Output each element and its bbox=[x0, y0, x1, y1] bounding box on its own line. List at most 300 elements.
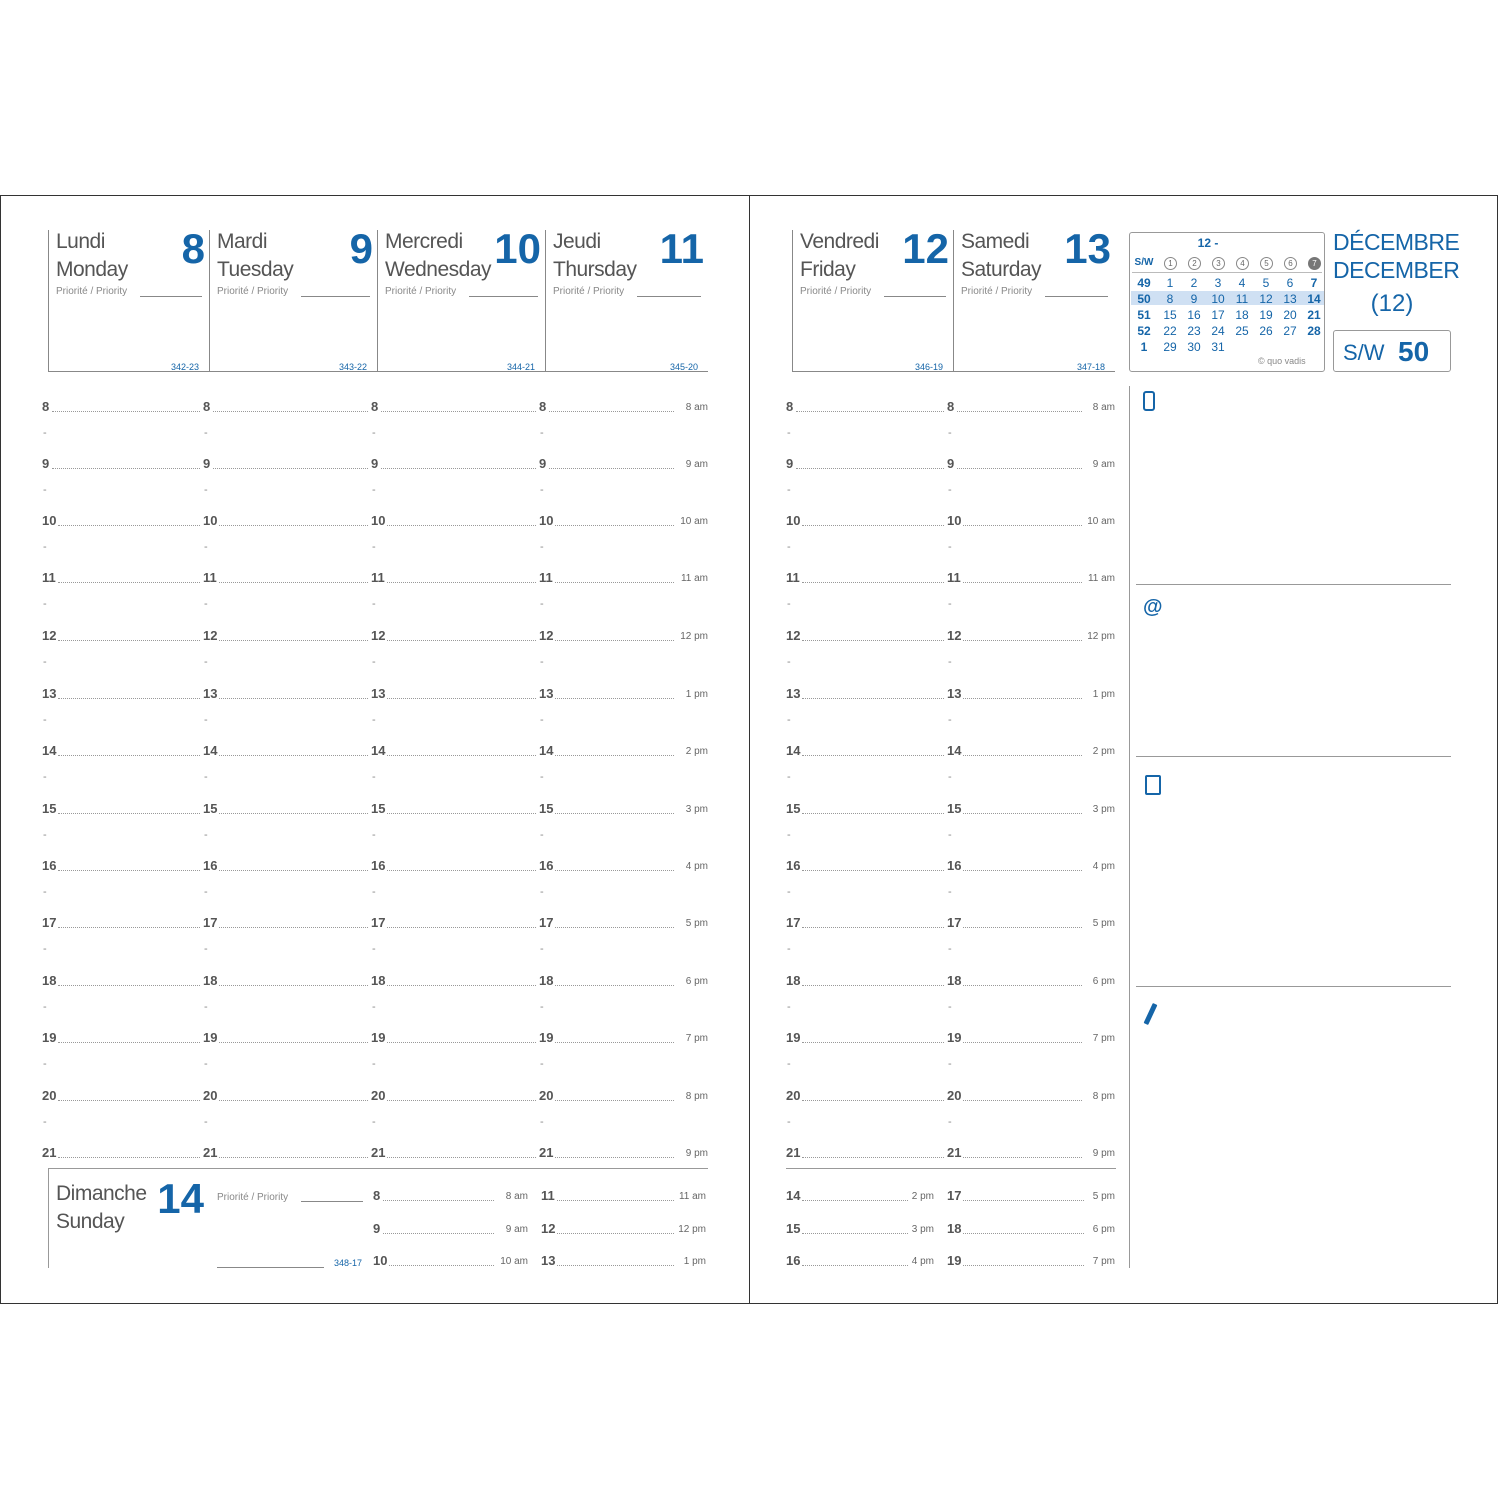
sunday-entry-line[interactable] bbox=[383, 1233, 494, 1234]
half-hour-mark: - bbox=[540, 1058, 544, 1070]
weekday-number-circle: 5 bbox=[1260, 257, 1273, 270]
hour-label: 9 bbox=[42, 456, 50, 471]
hour-entry-line[interactable] bbox=[58, 1042, 200, 1043]
sunday-entry-line[interactable] bbox=[557, 1265, 674, 1266]
saturday-extra-line[interactable] bbox=[963, 1265, 1084, 1266]
half-hour-mark: - bbox=[787, 943, 791, 955]
day-name-en: Friday bbox=[800, 258, 856, 281]
hour-entry-line[interactable] bbox=[387, 525, 536, 526]
hour-label: 15 bbox=[42, 801, 57, 816]
hour-entry-line[interactable] bbox=[802, 582, 944, 583]
saturday-extra-ampm: 7 pm bbox=[1092, 1256, 1115, 1267]
hour-entry-line[interactable] bbox=[802, 525, 944, 526]
hour-entry-line[interactable] bbox=[213, 468, 368, 469]
day-code: 344-21 bbox=[507, 362, 536, 372]
ampm-label: 9 pm bbox=[1092, 1148, 1115, 1159]
friday-extra-ampm: 4 pm bbox=[911, 1256, 934, 1267]
hour-entry-line[interactable] bbox=[58, 813, 200, 814]
half-hour-mark: - bbox=[204, 541, 208, 553]
minical-day: 12 bbox=[1259, 292, 1273, 306]
ampm-label: 3 pm bbox=[685, 804, 708, 815]
sunday-entry-line[interactable] bbox=[389, 1265, 494, 1266]
friday-extra-hour: 15 bbox=[786, 1221, 801, 1236]
hour-entry-line[interactable] bbox=[963, 927, 1082, 928]
hour-label: 12 bbox=[371, 628, 386, 643]
hour-entry-line[interactable] bbox=[219, 1157, 368, 1158]
hour-entry-line[interactable] bbox=[58, 870, 200, 871]
ampm-label: 8 pm bbox=[1092, 1091, 1115, 1102]
hour-label: 16 bbox=[203, 858, 218, 873]
friday-extra-ampm: 2 pm bbox=[911, 1191, 934, 1202]
half-hour-mark: - bbox=[787, 484, 791, 496]
minical-day: 21 bbox=[1307, 308, 1321, 322]
hour-entry-line[interactable] bbox=[555, 1042, 674, 1043]
priority-line[interactable] bbox=[140, 296, 202, 297]
day-name-en: Wednesday bbox=[385, 258, 492, 281]
ampm-label: 1 pm bbox=[1092, 689, 1115, 700]
minical-sw-label: S/W bbox=[1134, 257, 1154, 268]
half-hour-mark: - bbox=[948, 1001, 952, 1013]
hour-entry-line[interactable] bbox=[555, 525, 674, 526]
hour-label: 18 bbox=[371, 973, 386, 988]
hour-entry-line[interactable] bbox=[58, 698, 200, 699]
hour-label: 21 bbox=[42, 1145, 57, 1160]
hour-entry-line[interactable] bbox=[555, 582, 674, 583]
hour-entry-line[interactable] bbox=[802, 755, 944, 756]
minical-day: 29 bbox=[1163, 340, 1177, 354]
sunday-hour: 12 bbox=[541, 1221, 556, 1236]
friday-extra-line[interactable] bbox=[802, 1233, 908, 1234]
sunday-code: 348-17 bbox=[334, 1258, 363, 1268]
hour-entry-line[interactable] bbox=[963, 1157, 1082, 1158]
hour-entry-line[interactable] bbox=[58, 1100, 200, 1101]
half-hour-mark: - bbox=[43, 771, 47, 783]
hour-label: 16 bbox=[786, 858, 801, 873]
ampm-label: 6 pm bbox=[1092, 976, 1115, 987]
half-hour-mark: - bbox=[43, 656, 47, 668]
hour-entry-line[interactable] bbox=[802, 870, 944, 871]
sunday-name-en: Sunday bbox=[56, 1210, 125, 1233]
hour-label: 18 bbox=[42, 973, 57, 988]
sunday-extra-line[interactable] bbox=[217, 1267, 324, 1268]
hour-entry-line[interactable] bbox=[387, 698, 536, 699]
hour-label: 20 bbox=[947, 1088, 962, 1103]
day-name-fr: Jeudi bbox=[553, 230, 601, 253]
hour-label: 19 bbox=[539, 1030, 554, 1045]
hour-entry-line[interactable] bbox=[802, 640, 944, 641]
minical-day: 19 bbox=[1259, 308, 1273, 322]
half-hour-mark: - bbox=[43, 1116, 47, 1128]
day-name-en: Saturday bbox=[961, 258, 1042, 281]
hour-entry-line[interactable] bbox=[219, 582, 368, 583]
minical-day: 23 bbox=[1187, 324, 1201, 338]
priority-line[interactable] bbox=[301, 296, 370, 297]
hour-label: 18 bbox=[539, 973, 554, 988]
minical-week-number: 50 bbox=[1137, 292, 1151, 306]
hour-label: 17 bbox=[539, 915, 554, 930]
hour-entry-line[interactable] bbox=[963, 698, 1082, 699]
hour-label: 19 bbox=[42, 1030, 57, 1045]
hour-label: 20 bbox=[371, 1088, 386, 1103]
hour-entry-line[interactable] bbox=[963, 525, 1082, 526]
hour-label: 15 bbox=[947, 801, 962, 816]
hour-entry-line[interactable] bbox=[52, 468, 200, 469]
hour-label: 21 bbox=[947, 1145, 962, 1160]
hour-entry-line[interactable] bbox=[963, 1042, 1082, 1043]
hour-label: 16 bbox=[947, 858, 962, 873]
minical-week-number: 51 bbox=[1137, 308, 1151, 322]
hour-entry-line[interactable] bbox=[219, 985, 368, 986]
half-hour-mark: - bbox=[43, 829, 47, 841]
sunday-hour: 11 bbox=[541, 1188, 555, 1203]
hour-label: 17 bbox=[42, 915, 57, 930]
hour-label: 14 bbox=[786, 743, 801, 758]
minical-day: 9 bbox=[1190, 292, 1198, 306]
hour-label: 8 bbox=[42, 399, 50, 414]
hour-label: 19 bbox=[371, 1030, 386, 1045]
sunday-hour: 13 bbox=[541, 1253, 556, 1268]
half-hour-mark: - bbox=[948, 427, 952, 439]
hour-label: 11 bbox=[42, 570, 56, 585]
priority-line[interactable] bbox=[1045, 296, 1108, 297]
saturday-extra-hour: 17 bbox=[947, 1188, 962, 1203]
half-hour-mark: - bbox=[948, 541, 952, 553]
hour-entry-line[interactable] bbox=[58, 755, 200, 756]
hour-entry-line[interactable] bbox=[219, 927, 368, 928]
hour-label: 12 bbox=[42, 628, 57, 643]
minical-day: 27 bbox=[1283, 324, 1297, 338]
right-bottom-rule bbox=[786, 1168, 1116, 1169]
hour-label: 9 bbox=[947, 456, 955, 471]
ampm-label: 10 am bbox=[1087, 516, 1115, 527]
day-name-en: Thursday bbox=[553, 258, 637, 281]
minical-day: 24 bbox=[1211, 324, 1225, 338]
hour-label: 11 bbox=[371, 570, 385, 585]
friday-extra-line[interactable] bbox=[802, 1265, 908, 1266]
sunday-number: 14 bbox=[157, 1175, 204, 1222]
half-hour-mark: - bbox=[540, 656, 544, 668]
hour-entry-line[interactable] bbox=[555, 927, 674, 928]
hour-entry-line[interactable] bbox=[58, 985, 200, 986]
hour-entry-line[interactable] bbox=[387, 640, 536, 641]
weekday-number-circle: 3 bbox=[1212, 257, 1225, 270]
ampm-label: 7 pm bbox=[685, 1033, 708, 1044]
hour-label: 18 bbox=[947, 973, 962, 988]
hour-label: 14 bbox=[947, 743, 962, 758]
half-hour-mark: - bbox=[204, 829, 208, 841]
hour-entry-line[interactable] bbox=[957, 468, 1082, 469]
hour-entry-line[interactable] bbox=[555, 1100, 674, 1101]
hour-label: 21 bbox=[539, 1145, 554, 1160]
day-name-fr: Mercredi bbox=[385, 230, 463, 253]
half-hour-mark: - bbox=[787, 1058, 791, 1070]
half-hour-mark: - bbox=[43, 886, 47, 898]
hour-entry-line[interactable] bbox=[796, 411, 944, 412]
hour-entry-line[interactable] bbox=[219, 525, 368, 526]
sunday-top-rule bbox=[48, 1168, 708, 1169]
minical-day: 6 bbox=[1286, 276, 1294, 290]
hour-entry-line[interactable] bbox=[387, 1100, 536, 1101]
sunday-ampm: 9 am bbox=[505, 1224, 528, 1235]
minical-day: 18 bbox=[1235, 308, 1249, 322]
minical-title: 12 - bbox=[1197, 236, 1219, 250]
hour-entry-line[interactable] bbox=[58, 525, 200, 526]
sunday-ampm: 8 am bbox=[505, 1191, 528, 1202]
ampm-label: 8 am bbox=[1092, 402, 1115, 413]
minical-week-number: 49 bbox=[1137, 276, 1151, 290]
weekday-number-circle: 7 bbox=[1308, 257, 1321, 270]
sunday-hour: 10 bbox=[373, 1253, 388, 1268]
hour-label: 11 bbox=[203, 570, 217, 585]
half-hour-mark: - bbox=[204, 771, 208, 783]
weekday-number-circle: 4 bbox=[1236, 257, 1249, 270]
priority-line[interactable] bbox=[637, 296, 701, 297]
minical-day: 16 bbox=[1187, 308, 1201, 322]
hour-label: 20 bbox=[786, 1088, 801, 1103]
half-hour-mark: - bbox=[540, 598, 544, 610]
half-hour-mark: - bbox=[43, 1058, 47, 1070]
half-hour-mark: - bbox=[540, 886, 544, 898]
day-code: 347-18 bbox=[1077, 362, 1106, 372]
priority-label: Priorité / Priority bbox=[800, 286, 872, 297]
ampm-label: 1 pm bbox=[685, 689, 708, 700]
hour-label: 13 bbox=[786, 686, 801, 701]
hour-label: 13 bbox=[371, 686, 386, 701]
hour-label: 8 bbox=[786, 399, 794, 414]
hour-label: 14 bbox=[539, 743, 554, 758]
hour-entry-line[interactable] bbox=[219, 870, 368, 871]
half-hour-mark: - bbox=[372, 541, 376, 553]
minical-credit: © quo vadis bbox=[1258, 356, 1306, 366]
friday-extra-hour: 16 bbox=[786, 1253, 801, 1268]
hour-entry-line[interactable] bbox=[555, 985, 674, 986]
minical-day: 25 bbox=[1235, 324, 1249, 338]
hour-entry-line[interactable] bbox=[58, 1157, 200, 1158]
notes-divider bbox=[1129, 386, 1130, 1268]
hour-label: 17 bbox=[947, 915, 962, 930]
hour-entry-line[interactable] bbox=[963, 985, 1082, 986]
half-hour-mark: - bbox=[787, 771, 791, 783]
half-hour-mark: - bbox=[787, 598, 791, 610]
hour-label: 17 bbox=[203, 915, 218, 930]
half-hour-mark: - bbox=[787, 541, 791, 553]
hour-label: 19 bbox=[947, 1030, 962, 1045]
sunday-priority-label: Priorité / Priority bbox=[217, 1192, 289, 1203]
ampm-label: 2 pm bbox=[685, 746, 708, 757]
hour-entry-line[interactable] bbox=[219, 1042, 368, 1043]
hour-entry-line[interactable] bbox=[802, 985, 944, 986]
day-number: 12 bbox=[902, 225, 949, 272]
hour-entry-line[interactable] bbox=[802, 1042, 944, 1043]
half-hour-mark: - bbox=[787, 886, 791, 898]
hour-entry-line[interactable] bbox=[555, 813, 674, 814]
sunday-ampm: 10 am bbox=[500, 1256, 528, 1267]
saturday-extra-ampm: 6 pm bbox=[1092, 1224, 1115, 1235]
hour-entry-line[interactable] bbox=[58, 582, 200, 583]
hour-label: 11 bbox=[947, 570, 961, 585]
hour-entry-line[interactable] bbox=[963, 640, 1082, 641]
hour-entry-line[interactable] bbox=[963, 1100, 1082, 1101]
hour-entry-line[interactable] bbox=[802, 813, 944, 814]
half-hour-mark: - bbox=[787, 1001, 791, 1013]
sunday-priority-line[interactable] bbox=[301, 1201, 363, 1202]
half-hour-mark: - bbox=[540, 427, 544, 439]
sunday-entry-line[interactable] bbox=[557, 1233, 674, 1234]
hour-entry-line[interactable] bbox=[796, 468, 944, 469]
hour-label: 12 bbox=[786, 628, 801, 643]
hour-entry-line[interactable] bbox=[58, 640, 200, 641]
half-hour-mark: - bbox=[372, 484, 376, 496]
hour-entry-line[interactable] bbox=[387, 927, 536, 928]
day-number: 10 bbox=[494, 225, 541, 272]
day-name-fr: Vendredi bbox=[800, 230, 879, 253]
day-number: 9 bbox=[349, 225, 373, 272]
hour-entry-line[interactable] bbox=[387, 582, 536, 583]
minical-day: 13 bbox=[1283, 292, 1297, 306]
ampm-label: 9 am bbox=[1092, 459, 1115, 470]
hour-entry-line[interactable] bbox=[387, 1157, 536, 1158]
ampm-label: 5 pm bbox=[685, 918, 708, 929]
hour-entry-line[interactable] bbox=[555, 698, 674, 699]
hour-label: 8 bbox=[539, 399, 547, 414]
hour-entry-line[interactable] bbox=[219, 1100, 368, 1101]
ampm-label: 6 pm bbox=[685, 976, 708, 987]
priority-line[interactable] bbox=[884, 296, 946, 297]
saturday-extra-line[interactable] bbox=[963, 1233, 1084, 1234]
hour-label: 17 bbox=[786, 915, 801, 930]
hour-entry-line[interactable] bbox=[963, 582, 1082, 583]
hour-entry-line[interactable] bbox=[555, 640, 674, 641]
half-hour-mark: - bbox=[204, 714, 208, 726]
minical-day: 22 bbox=[1163, 324, 1177, 338]
saturday-extra-line[interactable] bbox=[963, 1200, 1084, 1201]
hour-entry-line[interactable] bbox=[963, 870, 1082, 871]
day-code: 343-22 bbox=[339, 362, 368, 372]
hour-entry-line[interactable] bbox=[802, 698, 944, 699]
hour-entry-line[interactable] bbox=[219, 640, 368, 641]
half-hour-mark: - bbox=[204, 886, 208, 898]
notes-rule-1 bbox=[1136, 584, 1451, 585]
hour-label: 11 bbox=[786, 570, 800, 585]
half-hour-mark: - bbox=[787, 656, 791, 668]
friday-extra-line[interactable] bbox=[802, 1200, 908, 1201]
hour-label: 21 bbox=[203, 1145, 218, 1160]
hour-label: 8 bbox=[371, 399, 379, 414]
sunday-ampm: 1 pm bbox=[683, 1256, 706, 1267]
half-hour-mark: - bbox=[540, 484, 544, 496]
priority-line[interactable] bbox=[469, 296, 538, 297]
hour-entry-line[interactable] bbox=[387, 755, 536, 756]
hour-label: 9 bbox=[371, 456, 379, 471]
hour-label: 10 bbox=[947, 513, 962, 528]
hour-entry-line[interactable] bbox=[957, 411, 1082, 412]
sunday-ampm: 12 pm bbox=[678, 1224, 706, 1235]
hour-entry-line[interactable] bbox=[387, 1042, 536, 1043]
half-hour-mark: - bbox=[787, 829, 791, 841]
day-name-fr: Mardi bbox=[217, 230, 268, 253]
hour-entry-line[interactable] bbox=[52, 411, 200, 412]
half-hour-mark: - bbox=[204, 484, 208, 496]
half-hour-mark: - bbox=[948, 943, 952, 955]
saturday-extra-ampm: 5 pm bbox=[1092, 1191, 1115, 1202]
minical-day: 26 bbox=[1259, 324, 1273, 338]
hour-label: 16 bbox=[371, 858, 386, 873]
minical-day: 5 bbox=[1262, 276, 1270, 290]
half-hour-mark: - bbox=[43, 943, 47, 955]
hour-label: 10 bbox=[203, 513, 218, 528]
sunday-entry-line[interactable] bbox=[557, 1200, 674, 1201]
hour-label: 14 bbox=[371, 743, 386, 758]
half-hour-mark: - bbox=[43, 427, 47, 439]
hour-label: 9 bbox=[786, 456, 794, 471]
hour-entry-line[interactable] bbox=[387, 985, 536, 986]
minical-day: 3 bbox=[1214, 276, 1222, 290]
day-number: 13 bbox=[1064, 225, 1111, 272]
half-hour-mark: - bbox=[204, 598, 208, 610]
hour-entry-line[interactable] bbox=[963, 755, 1082, 756]
hour-entry-line[interactable] bbox=[219, 755, 368, 756]
friday-extra-ampm: 3 pm bbox=[911, 1224, 934, 1235]
half-hour-mark: - bbox=[372, 714, 376, 726]
half-hour-mark: - bbox=[787, 427, 791, 439]
day-number: 11 bbox=[659, 225, 704, 272]
hour-entry-line[interactable] bbox=[213, 411, 368, 412]
hour-entry-line[interactable] bbox=[381, 468, 536, 469]
half-hour-mark: - bbox=[204, 1058, 208, 1070]
ampm-label: 11 am bbox=[1087, 573, 1115, 584]
minical-day: 7 bbox=[1310, 276, 1318, 290]
hour-entry-line[interactable] bbox=[963, 813, 1082, 814]
hour-entry-line[interactable] bbox=[387, 813, 536, 814]
hour-entry-line[interactable] bbox=[549, 468, 674, 469]
hour-entry-line[interactable] bbox=[387, 870, 536, 871]
hour-label: 10 bbox=[786, 513, 801, 528]
hour-entry-line[interactable] bbox=[555, 870, 674, 871]
half-hour-mark: - bbox=[372, 427, 376, 439]
half-hour-mark: - bbox=[372, 656, 376, 668]
hour-label: 9 bbox=[539, 456, 547, 471]
hour-entry-line[interactable] bbox=[219, 698, 368, 699]
hour-entry-line[interactable] bbox=[555, 1157, 674, 1158]
sunday-entry-line[interactable] bbox=[383, 1200, 494, 1201]
half-hour-mark: - bbox=[372, 1058, 376, 1070]
hour-entry-line[interactable] bbox=[549, 411, 674, 412]
ampm-label: 8 am bbox=[685, 402, 708, 413]
hour-label: 18 bbox=[203, 973, 218, 988]
half-hour-mark: - bbox=[204, 656, 208, 668]
half-hour-mark: - bbox=[948, 829, 952, 841]
friday-extra-hour: 14 bbox=[786, 1188, 801, 1203]
half-hour-mark: - bbox=[540, 1001, 544, 1013]
hour-entry-line[interactable] bbox=[555, 755, 674, 756]
hour-entry-line[interactable] bbox=[802, 1100, 944, 1101]
half-hour-mark: - bbox=[204, 1001, 208, 1013]
priority-label: Priorité / Priority bbox=[385, 286, 457, 297]
hour-label: 17 bbox=[371, 915, 386, 930]
hour-entry-line[interactable] bbox=[381, 411, 536, 412]
hour-entry-line[interactable] bbox=[219, 813, 368, 814]
minical-day: 15 bbox=[1163, 308, 1177, 322]
minical-day: 17 bbox=[1211, 308, 1225, 322]
hour-label: 21 bbox=[371, 1145, 386, 1160]
page-spine bbox=[749, 195, 750, 1304]
hour-entry-line[interactable] bbox=[58, 927, 200, 928]
day-name-fr: Samedi bbox=[961, 230, 1030, 253]
hour-entry-line[interactable] bbox=[802, 927, 944, 928]
ampm-label: 12 pm bbox=[1087, 631, 1115, 642]
ampm-label: 3 pm bbox=[1092, 804, 1115, 815]
hour-entry-line[interactable] bbox=[802, 1157, 944, 1158]
